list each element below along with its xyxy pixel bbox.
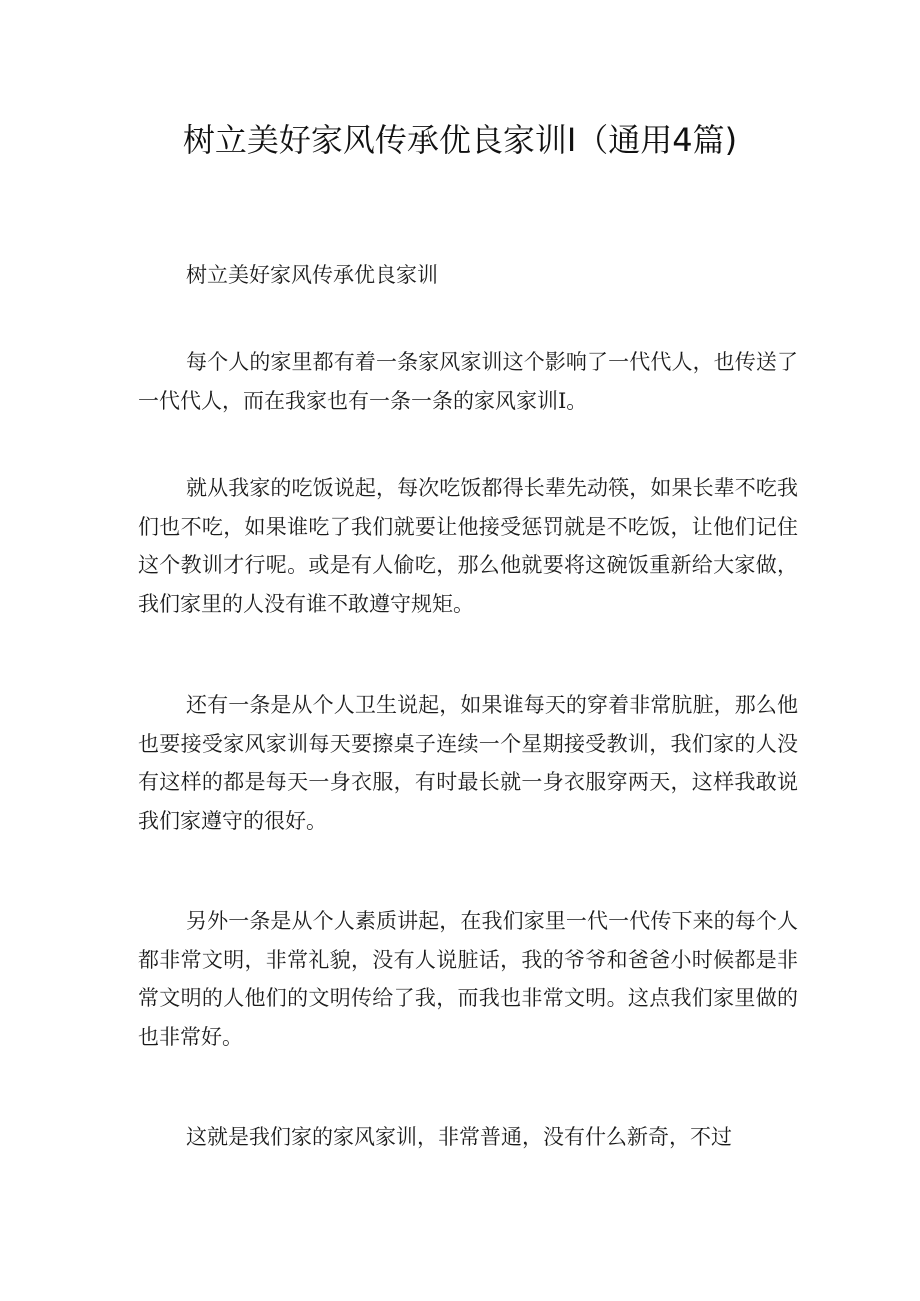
paragraph-3: 还有一条是从个人卫生说起，如果谁每天的穿着非常肮脏，那么他也要接受家风家训每天要擦桌子连续一个星期接受教训，我们家的人没有这样的都是每天一身衣服，有时最长就一身衣服穿两天，这样我敢说我们家遵守的很好。 bbox=[138, 693, 798, 833]
paragraph-5: 这就是我们家的家风家训，非常普通，没有什么新奇，不过 bbox=[186, 1125, 732, 1149]
paragraph-4: 另外一条是从个人素质讲起，在我们家里一代一代传下来的每个人都非常文明，非常礼貌，没有人说脏话，我的爷爷和爸爸小时候都是非常文明的人他们的文明传给了我，而我也非常文明。这点我们家里做的也非常好。 bbox=[138, 909, 798, 1049]
paragraph-1: 每个人的家里都有着一条家风家训这个影响了一代代人，也传送了一代代人，而在我家也有一条一条的家风家训I。 bbox=[138, 350, 798, 413]
section-heading: 树立美好家风传承优良家训 bbox=[186, 263, 438, 287]
document-title: 树立美好家风传承优良家训I（通用4篇) bbox=[182, 121, 738, 159]
paragraph-2: 就从我家的吃饭说起，每次吃饭都得长辈先动筷，如果长辈不吃我们也不吃，如果谁吃了我们就要让他接受惩罚就是不吃饭，让他们记住这个教训才行呢。或是有人偷吃，那么他就要将这碗饭重新给大家做，我们家里的人没有谁不敢遵守规矩。 bbox=[138, 476, 798, 616]
